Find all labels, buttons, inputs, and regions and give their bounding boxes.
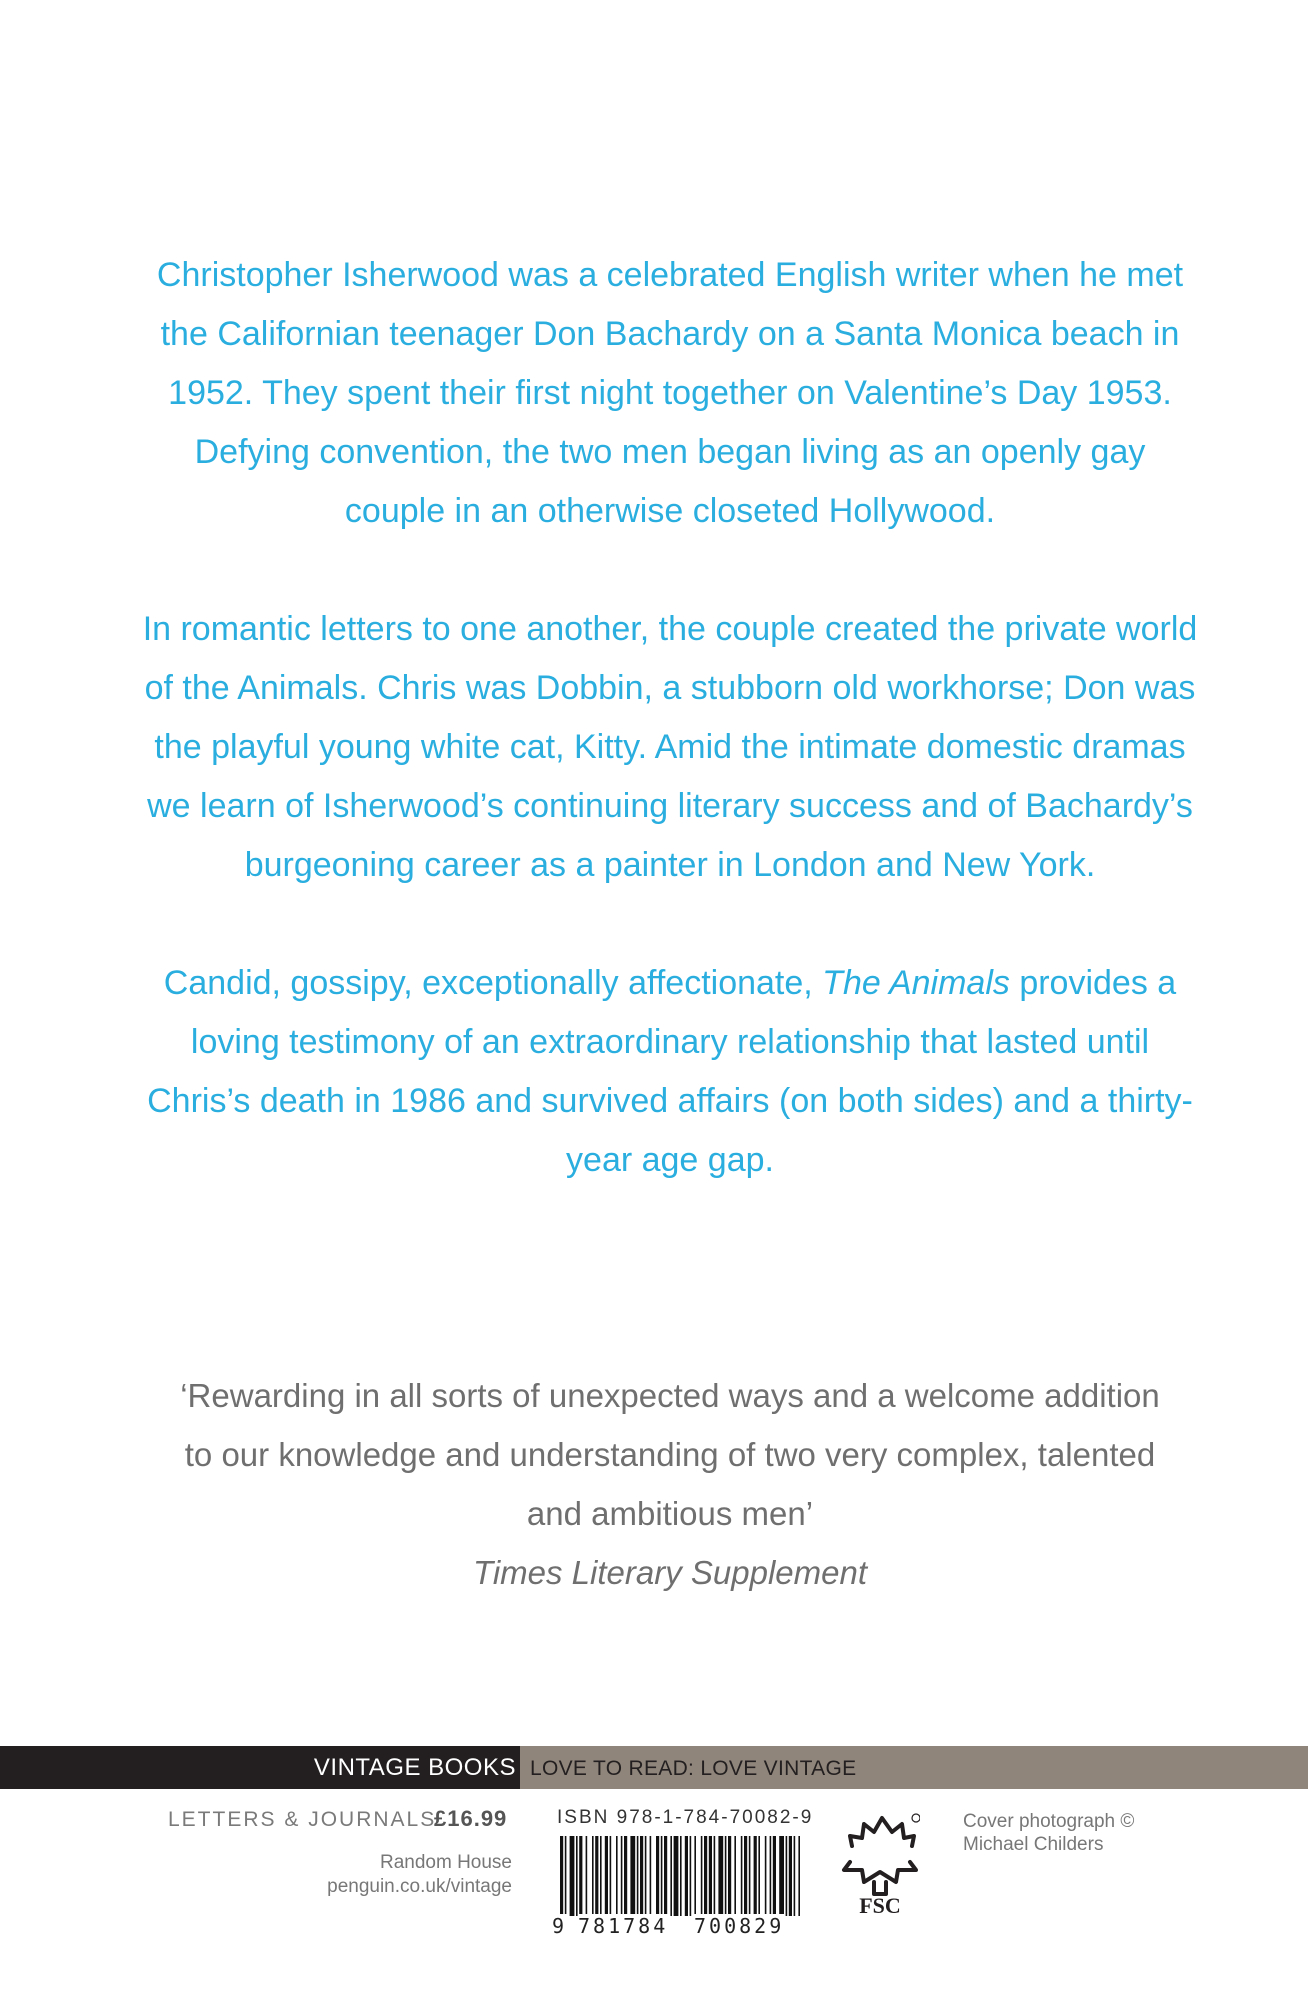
barcode-bar <box>560 1836 563 1916</box>
imprint-band <box>0 1746 1308 1789</box>
blurb <box>140 246 1200 1249</box>
barcode-bar <box>773 1836 776 1916</box>
barcode-bar <box>595 1836 598 1916</box>
fsc-label: FSC <box>859 1893 901 1914</box>
barcode <box>552 1836 812 1916</box>
barcode-bar <box>770 1836 772 1916</box>
review-quote <box>180 1366 1160 1602</box>
barcode-bar <box>621 1836 623 1916</box>
barcode-bar <box>656 1836 659 1916</box>
fsc-logo <box>840 1812 920 1914</box>
cover-credit-line-2: Michael Childers <box>963 1834 1104 1855</box>
barcode-bar <box>637 1836 639 1916</box>
barcode-bar <box>670 1836 672 1916</box>
barcode-digit-lead: 9 <box>552 1914 568 1938</box>
barcode-bar <box>645 1836 647 1916</box>
barcode-bar <box>728 1836 731 1916</box>
quote-text: ‘Rewarding in all sorts of unexpected ways and a welcome addition to our knowledge and understanding of two very complex, talented and ambitious men’ <box>180 1377 1160 1532</box>
blurb-paragraph-1: Christopher Isherwood was a celebrated English writer when he met the Californian teenager Don Bachardy on a Santa Monica beach in 1952. They spent their first night together on Valentine’s Day 1953. Defying convention, the two men began living as an openly gay couple in an otherwise closeted Hollywood. <box>156 256 1184 530</box>
barcode-bar <box>714 1836 716 1916</box>
blurb-paragraph-2: In romantic letters to one another, the couple created the private world of the Animals. Chris was Dobbin, a stubborn old workhorse; Don was the playful young white cat, Kitty. Amid the intimate domestic dramas we learn of Isherwood’s continuing literary success and of Bachardy’s burgeoning career as a painter in London and New York. <box>142 610 1198 884</box>
barcode-bar <box>741 1836 743 1916</box>
cover-credit-line-1: Cover photograph © <box>963 1811 1135 1832</box>
barcode-bar <box>600 1836 602 1916</box>
barcode-bar <box>789 1836 792 1916</box>
barcode-bar <box>718 1836 723 1916</box>
imprint-slogan: LOVE TO READ: LOVE VINTAGE <box>530 1757 857 1780</box>
isbn-label: ISBN 978-1-784-70082-9 <box>557 1807 814 1828</box>
barcode-bar <box>694 1836 696 1916</box>
barcode-bar <box>616 1836 618 1916</box>
price: £16.99 <box>434 1806 508 1831</box>
barcode-bar <box>650 1836 652 1916</box>
barcode-bar <box>779 1836 784 1916</box>
barcode-bar <box>661 1836 663 1916</box>
barcode-bar <box>725 1836 727 1916</box>
barcode-bar <box>709 1836 712 1916</box>
barcode-digits-right: 700829 <box>694 1914 785 1938</box>
blurb-paragraph-3-start: Candid, gossipy, exceptionally affectionate, <box>163 964 823 1002</box>
publisher-name: Random House <box>379 1852 512 1873</box>
quote-source: Times Literary Supplement <box>472 1554 868 1591</box>
barcode-bar <box>674 1836 679 1916</box>
barcode-bar <box>680 1836 682 1916</box>
barcode-bar <box>640 1836 643 1916</box>
barcode-bar <box>765 1836 767 1916</box>
barcode-bar <box>701 1836 703 1916</box>
barcode-bar <box>624 1836 627 1916</box>
barcode-bar <box>685 1836 688 1916</box>
barcode-bar <box>605 1836 608 1916</box>
barcode-bar <box>579 1836 582 1916</box>
book-title: The Animals <box>822 964 1010 1002</box>
publisher-website: penguin.co.uk/vintage <box>327 1876 512 1897</box>
barcode-bar <box>786 1836 788 1916</box>
blurb-paragraph-3 <box>140 954 1200 1190</box>
blurb-paragraph-3-end: provides a loving testimony of an extraordinary relationship that lasted until Chris’s death in 1986 and survived affairs (on both sides) and a thirty-year age gap. <box>147 964 1193 1179</box>
barcode-bar <box>794 1836 796 1916</box>
publisher-info <box>327 1851 512 1899</box>
barcode-bar <box>576 1836 578 1916</box>
barcode-bar <box>690 1836 692 1916</box>
barcode-bar <box>754 1836 757 1916</box>
barcode-bar <box>704 1836 707 1916</box>
barcode-bar <box>798 1836 800 1916</box>
category-label: LETTERS & JOURNALS <box>168 1808 437 1831</box>
imprint-name: VINTAGE BOOKS <box>0 1746 520 1789</box>
barcode-bar <box>570 1836 575 1916</box>
barcode-digits-left: 781784 <box>578 1914 669 1938</box>
barcode-bar <box>565 1836 567 1916</box>
barcode-bar <box>744 1836 747 1916</box>
cover-credit <box>963 1810 1134 1856</box>
barcode-bar <box>630 1836 635 1916</box>
fsc-tree-icon <box>844 1818 916 1894</box>
registered-mark-icon <box>912 1814 920 1822</box>
barcode-bar <box>758 1836 760 1916</box>
barcode-bar <box>610 1836 612 1916</box>
barcode-bar <box>749 1836 751 1916</box>
barcode-bar <box>586 1836 588 1916</box>
barcode-bar <box>664 1836 667 1916</box>
barcode-bar <box>592 1836 594 1916</box>
barcode-bar <box>734 1836 736 1916</box>
